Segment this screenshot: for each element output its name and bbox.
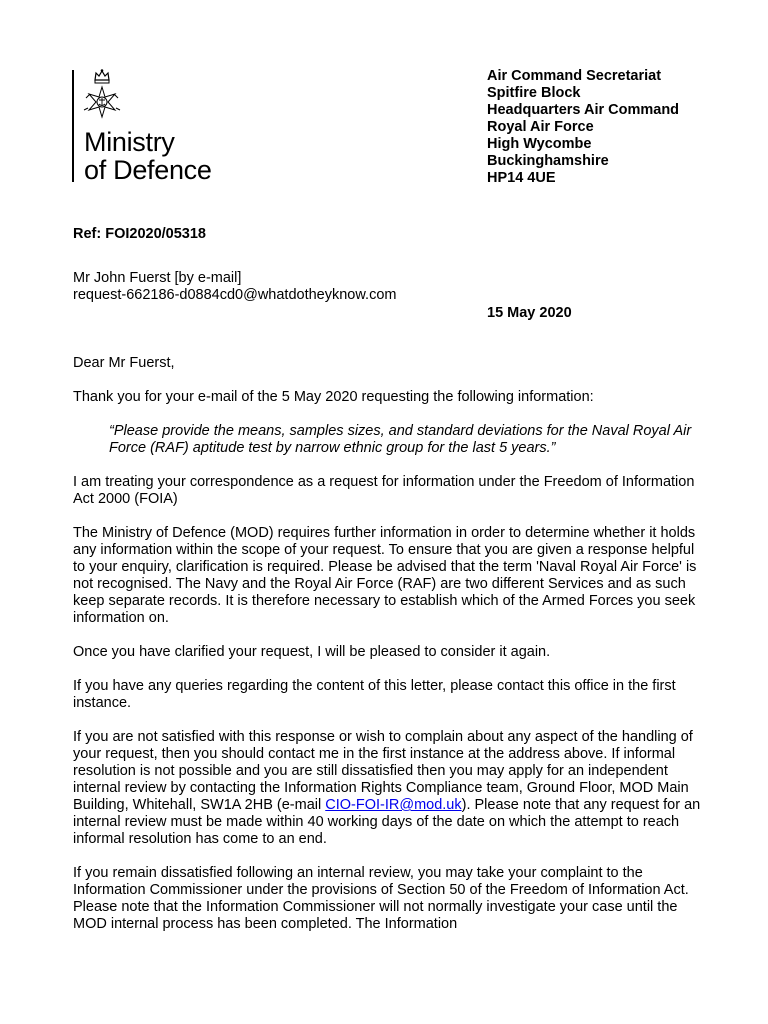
logo-line-1: Ministry (84, 127, 175, 157)
address-line: Buckinghamshire (487, 153, 609, 169)
recipient-block (73, 270, 396, 304)
complaint-paragraph (73, 729, 705, 848)
sender-address (487, 68, 679, 187)
reference-number: Ref: FOI2020/05318 (73, 226, 206, 242)
mod-logo (72, 68, 232, 186)
treating-paragraph: I am treating your correspondence as a request for information under the Freedom of Information Act 2000 (FOIA) (73, 474, 695, 507)
logo-wordmark (84, 128, 212, 184)
once-clarified-paragraph: Once you have clarified your request, I will be pleased to consider it again. (73, 644, 551, 660)
intro-paragraph: Thank you for your e-mail of the 5 May 2020 requesting the following information: (73, 389, 594, 405)
address-line: HP14 4UE (487, 170, 556, 186)
address-line: Spitfire Block (487, 85, 581, 101)
clarification-paragraph: The Ministry of Defence (MOD) requires further information in order to determine whether it holds any information within the scope of your request. To ensure that you are given a response helpful to your enquiry, clarification is required. Please be advised that the term 'Naval Royal Air Force' is not recognised. The Navy and the Royal Air Force (RAF) are two different Services and as such keep separate records. It is therefore necessary to establish which of the Armed Forces you seek information on. (73, 525, 697, 626)
recipient-email: request-662186-d0884cd0@whatdotheyknow.com (73, 287, 397, 303)
cio-foi-email-link[interactable]: CIO-FOI-IR@mod.uk (325, 797, 462, 813)
logo-line-2: of Defence (84, 155, 212, 185)
complaint-text-start: If you are not satisfied with this response or wish to complain about any aspect of the handling of your request, then you should contact me in the first instance at the address above. If informal resolution is not possible and you are still dissatisfied then you may apply for an independent internal review by contacting the Information Rights Compliance team, Ground Floor, MOD Main Building, Whitehall, SW1A 2HB (e-mail (73, 729, 693, 813)
address-line: Air Command Secretariat (487, 68, 662, 84)
crest-icon (82, 68, 122, 126)
letter-body (73, 355, 705, 950)
address-line: Headquarters Air Command (487, 102, 680, 118)
queries-paragraph: If you have any queries regarding the content of this letter, please contact this office in the first instance. (73, 678, 676, 711)
logo-divider (72, 70, 74, 182)
letter-date: 15 May 2020 (487, 305, 572, 321)
address-line: High Wycombe (487, 136, 592, 152)
complaint-text-end: ). Please note that any request for an internal review must be made within 40 working days of the date on which the attempt to reach informal resolution has come to an end. (73, 797, 701, 847)
address-line: Royal Air Force (487, 119, 594, 135)
recipient-name: Mr John Fuerst [by e-mail] (73, 270, 242, 286)
commissioner-paragraph: If you remain dissatisfied following an internal review, you may take your complaint to the Information Commissioner under the provisions of Section 50 of the Freedom of Information Act. Please note that the Information Commissioner will not normally investigate your case until the MOD internal process has been completed. The Information (73, 865, 689, 932)
salutation: Dear Mr Fuerst, (73, 355, 175, 371)
quoted-request: “Please provide the means, samples sizes, and standard deviations for the Naval Royal Air Force (RAF) aptitude test by narrow ethnic group for the last 5 years.” (109, 423, 692, 456)
